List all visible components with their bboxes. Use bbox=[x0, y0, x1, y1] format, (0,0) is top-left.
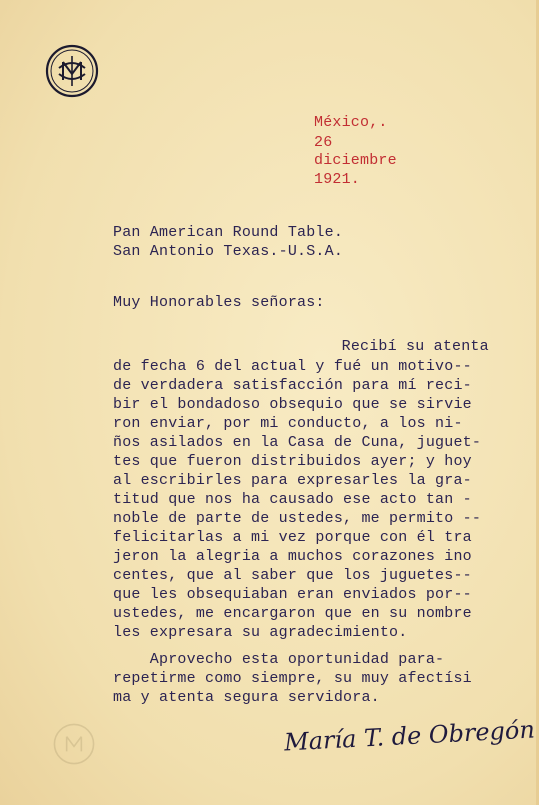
dateline-year: 1921. bbox=[314, 171, 361, 188]
dateline-day: 26 bbox=[314, 134, 333, 151]
body-line: noble de parte de ustedes, me permito -- bbox=[113, 510, 482, 527]
body-line: Recibí su atenta bbox=[268, 338, 489, 355]
body-line: ron enviar, por mi conducto, a los ni- bbox=[113, 415, 463, 432]
monogram-seal-icon bbox=[45, 44, 99, 98]
body-line: les expresara su agradecimiento. bbox=[113, 624, 408, 641]
closing-line: Aprovecho esta oportunidad para- bbox=[113, 651, 445, 668]
body-line: titud que nos ha causado ese acto tan - bbox=[113, 491, 472, 508]
body-line: tes que fueron distribuidos ayer; y hoy bbox=[113, 453, 472, 470]
closing-line: ma y atenta segura servidora. bbox=[113, 689, 380, 706]
dateline-month: diciembre bbox=[314, 152, 397, 169]
body-line: ños asilados en la Casa de Cuna, juguet- bbox=[113, 434, 482, 451]
address-line-2: San Antonio Texas.-U.S.A. bbox=[113, 243, 344, 260]
address-line-1: Pan American Round Table. bbox=[113, 224, 344, 241]
body-line: centes, que al saber que los juguetes-- bbox=[113, 567, 472, 584]
body-line: de fecha 6 del actual y fué un motivo-- bbox=[113, 358, 472, 375]
salutation: Muy Honorables señoras: bbox=[113, 294, 325, 311]
body-line: de verdadera satisfacción para mí reci- bbox=[113, 377, 472, 394]
closing-line: repetirme como siempre, su muy afectísi bbox=[113, 670, 472, 687]
watermark-seal-icon bbox=[52, 722, 96, 766]
body-line: al escribirles para expresarles la gra- bbox=[113, 472, 472, 489]
body-line: felicitarlas a mi vez porque con él tra bbox=[113, 529, 472, 546]
body-line: que les obsequiaban eran enviados por-- bbox=[113, 586, 472, 603]
dateline-place: México,. bbox=[314, 114, 388, 131]
body-line: ustedes, me encargaron que en su nombre bbox=[113, 605, 472, 622]
signature: María T. de Obregón bbox=[283, 715, 536, 757]
body-line: bir el bondadoso obsequio que se sirvie bbox=[113, 396, 472, 413]
body-line: jeron la alegria a muchos corazones ino bbox=[113, 548, 472, 565]
